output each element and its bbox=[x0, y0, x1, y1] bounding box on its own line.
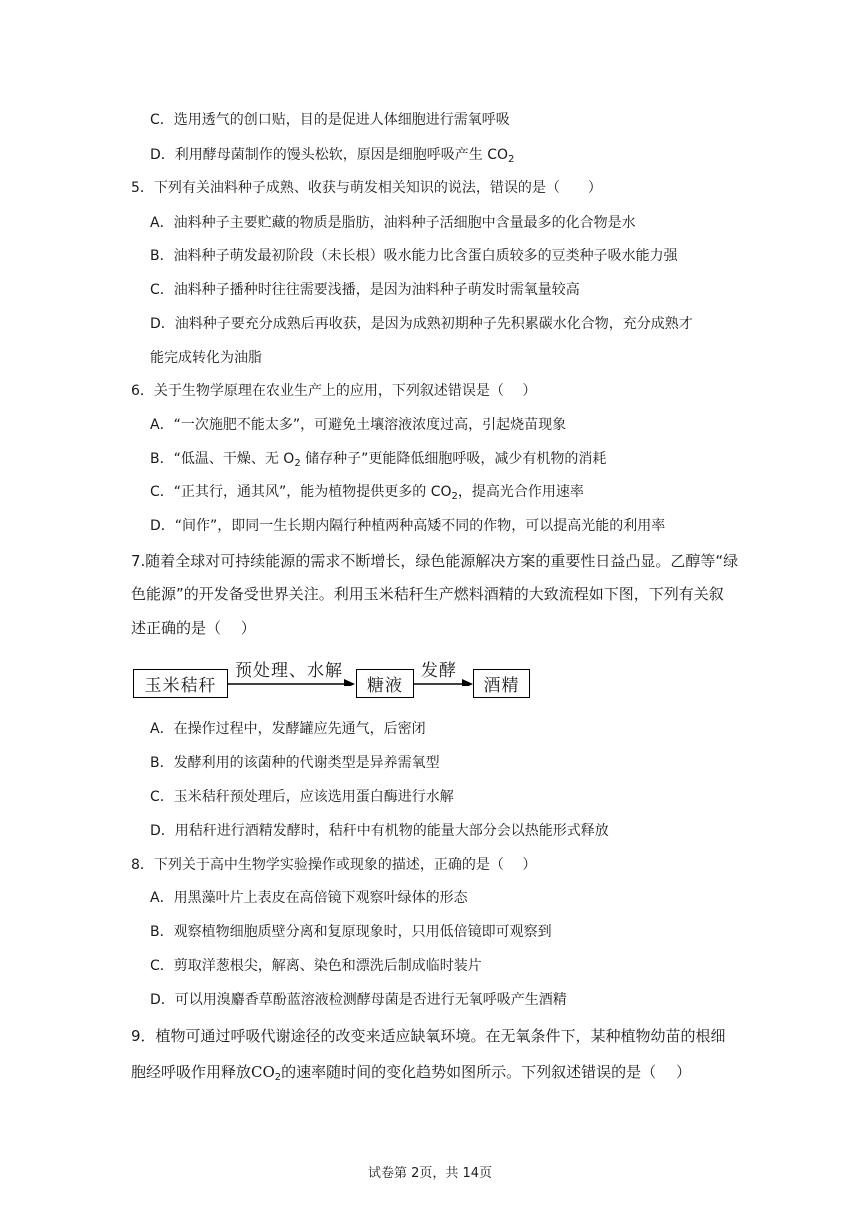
flow-arrow-1 bbox=[228, 674, 356, 686]
q7-stem-line3: 述正确的是（ ） bbox=[131, 619, 256, 637]
q7-option-c: C．玉米秸秆预处理后，应该选用蛋白酶进行水解 bbox=[150, 789, 454, 805]
flow-box-corn-stalk: 玉米秸秆 bbox=[133, 669, 228, 698]
q5-option-d-line2: 能完成转化为油脂 bbox=[150, 350, 262, 366]
q8-option-d: D．可以用溴麝香草酚蓝溶液检测酵母菌是否进行无氧呼吸产生酒精 bbox=[150, 992, 567, 1008]
q8-stem: 8．下列关于高中生物学实验操作或现象的描述，正确的是（ ） bbox=[131, 857, 537, 873]
q6-option-d: D．“间作”，即同一生长期内隔行种植两种高矮不同的作物，可以提高光能的利用率 bbox=[150, 518, 666, 534]
flow-step-pretreatment: 预处理、水解 bbox=[235, 661, 343, 681]
q5-option-a: A．油料种子主要贮藏的物质是脂肪，油料种子活细胞中含量最多的化合物是水 bbox=[150, 215, 636, 231]
flow-step-fermentation: 发酵 bbox=[421, 661, 457, 681]
q5-option-d-line1: D．油料种子要充分成熟后再收获，是因为成熟初期种子先积累碳水化合物，充分成熟才 bbox=[150, 316, 693, 332]
q5-stem: 5．下列有关油料种子成熟、收获与萌发相关知识的说法，错误的是（ ） bbox=[131, 180, 602, 196]
q9-stem-line2: 胞经呼吸作用释放$CO_2$的速率随时间的变化趋势如图所示。下列叙述错误的是（ ） bbox=[131, 1063, 691, 1083]
flow-box-sugar-solution: 糖液 bbox=[356, 669, 414, 698]
q8-option-b: B．观察植物细胞质壁分离和复原现象时，只用低倍镜即可观察到 bbox=[150, 924, 552, 940]
q8-option-c: C．剪取洋葱根尖，解离、染色和漂洗后制成临时装片 bbox=[150, 958, 482, 974]
q7-option-d: D．用秸秆进行酒精发酵时，秸秆中有机物的能量大部分会以热能形式释放 bbox=[150, 823, 609, 839]
q8-option-a: A．用黑藻叶片上表皮在高倍镜下观察叶绿体的形态 bbox=[150, 890, 468, 906]
flow-arrow-2 bbox=[414, 674, 474, 686]
q5-option-b: B．油料种子萌发最初阶段（未长根）吸水能力比含蛋白质较多的豆类种子吸水能力强 bbox=[150, 248, 678, 264]
q7-stem-line1: 7.随着全球对可持续能源的需求不断增长，绿色能源解决方案的重要性日益凸显。乙醇等“绿 bbox=[131, 552, 739, 570]
process-flow-diagram bbox=[133, 660, 553, 700]
q6-stem: 6．关于生物学原理在农业生产上的应用，下列叙述错误是（ ） bbox=[131, 383, 537, 399]
q6-option-b: B．“低温、干燥、无 $O_2$ 储存种子”更能降低细胞呼吸，减少有机物的消耗 bbox=[150, 451, 607, 469]
q4-option-d: D．利用酵母菌制作的馒头松软，原因是细胞呼吸产生 $CO_2$ bbox=[150, 147, 515, 165]
q6-option-a: A．“一次施肥不能太多”，可避免土壤溶液浓度过高，引起烧苗现象 bbox=[150, 417, 567, 433]
q6-option-c: C．“正其行，通其风”，能为植物提供更多的 $CO_2$，提高光合作用速率 bbox=[150, 484, 584, 502]
q5-option-c: C．油料种子播种时往往需要浅播，是因为油料种子萌发时需氧量较高 bbox=[150, 282, 580, 298]
q7-option-a: A．在操作过程中，发酵罐应先通气，后密闭 bbox=[150, 721, 426, 737]
page-footer: 试卷第 2页，共 14页 bbox=[367, 1166, 493, 1181]
q9-stem-line1: 9．植物可通过呼吸代谢途径的改变来适应缺氧环境。在无氧条件下，某种植物幼苗的根细 bbox=[131, 1027, 726, 1045]
flow-box-alcohol: 酒精 bbox=[473, 669, 530, 698]
q4-option-c: C．选用透气的创口贴，目的是促进人体细胞进行需氧呼吸 bbox=[150, 112, 510, 128]
q7-option-b: B．发酵利用的该菌种的代谢类型是异养需氧型 bbox=[150, 755, 440, 771]
q7-stem-line2: 色能源”的开发备受世界关注。利用玉米秸秆生产燃料酒精的大致流程如下图，下列有关叙 bbox=[131, 585, 724, 603]
